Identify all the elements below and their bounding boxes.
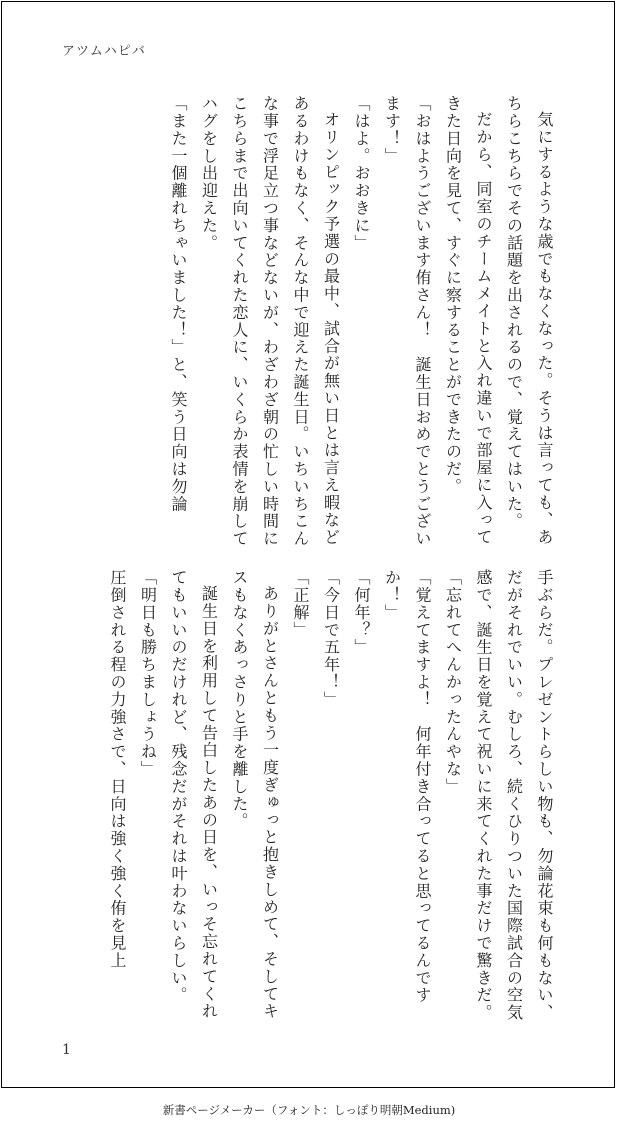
dialogue-line: 「正解」 — [291, 569, 310, 639]
dialogue-line: 「また一個離れちゃいました！」と、笑う日向は勿論 — [169, 95, 188, 513]
running-header-title: アツムハピバ — [62, 44, 146, 59]
dialogue-line: 「何年？」 — [352, 569, 371, 656]
page-number: 1 — [62, 1042, 71, 1058]
dialogue-line: 「おはようございます侑さん！ 誕生日おめでとうございます！」 — [382, 95, 432, 548]
dialogue-line: 「覚えてますよ！ 何年付き合ってると思ってるんですか！」 — [382, 569, 432, 1004]
paragraph: 誕生日を利用して告白したあの日を、いっそ忘れてくれてもいいのだけれど、残念だがそれは叶わないらしい。 — [169, 569, 219, 1020]
text-block-top — [163, 95, 560, 557]
paragraph: 気にするような歳でもなくなった。そうは言っても、あちらこちらでその話題を出されるので、覚えてはいた。 — [504, 95, 554, 546]
dialogue-line: 「今日で五年！」 — [321, 569, 341, 709]
dialogue-line: 「忘れてへんかったんやな」 — [443, 569, 463, 796]
paragraph: オリンピック予選の最中、試合が無い日とは言え暇などあるわけもなく、そんな中で迎えた誕生日。いちいちこんな事で浮足立つ事などないが、わざわざ朝の忙しい時間にこちらまで出向いてくれた恋人に、いくらか表情を崩してハグをし出迎えた。 — [199, 95, 341, 548]
text-block-bottom — [102, 569, 560, 1031]
paragraph: ありがとさんともう一度ぎゅっと抱きしめて、そしてキスもなくあっさりと手を離した。 — [230, 569, 280, 1020]
paragraph: 圧倒される程の力強さで、日向は強く強く侑を見上 — [108, 569, 127, 970]
paragraph: 手ぶらだ。プレゼントらしい物も、勿論花束も何もない、だがそれでいい。むしろ、続くひりついた国際試合の空気感で、誕生日を覚えて祝いに来てくれた事だけで驚きだ。 — [474, 569, 554, 1022]
dialogue-line: 「明日も勝ちましょうね」 — [138, 569, 158, 778]
dialogue-line: 「はよ。おおきに」 — [352, 95, 371, 252]
footer-credit: 新書ページメーカー（フォント：しっぽり明朝Medium) — [162, 1103, 456, 1117]
book-page — [1, 1, 615, 1088]
paragraph: だから、同室のチームメイトと入れ違いで部屋に入ってきた日向を見て、すぐに察することができたのだ。 — [443, 95, 493, 546]
